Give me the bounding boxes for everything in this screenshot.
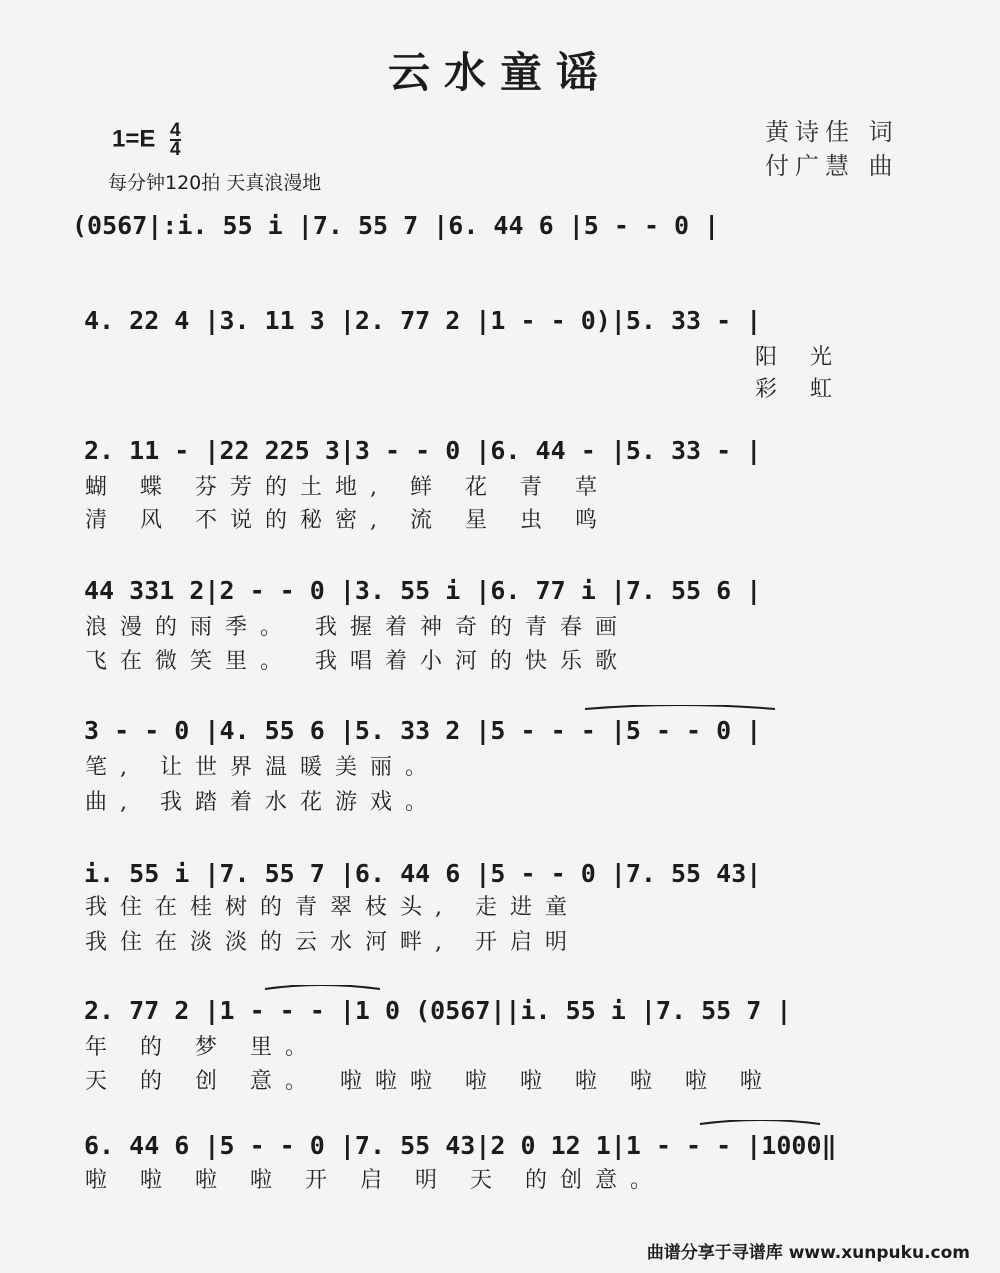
notation-svg [60, 565, 940, 615]
score-line-1 [60, 200, 940, 262]
tie-arc [265, 985, 380, 989]
lyric-verse-1: 啦 啦 啦 啦 开 启 明 天 的创意。 [85, 1168, 665, 1193]
notation-text: 3 - - 0 |4. 55 6 |5. 33 2 |5 - - - |5 - - 0 | [84, 716, 762, 745]
tempo-marking: 每分钟120拍 天真浪漫地 [108, 172, 322, 194]
notation-text: 6. 44 6 |5 - - 0 |7. 55 43|2 0 12 1|1 - - - |1000‖ [84, 1131, 837, 1160]
lyric-verse-2: 彩 虹 [755, 377, 845, 402]
time-sig-top: 4 [170, 120, 181, 141]
time-sig-bottom: 4 [170, 139, 181, 160]
notation-text: 44 331 2|2 - - 0 |3. 55 i |6. 77 i |7. 55 6 | [84, 576, 762, 605]
notation-text: 4. 22 4 |3. 11 3 |2. 77 2 |1 - - 0)|5. 33 - | [84, 306, 762, 335]
footer-credit: 曲谱分享于寻谱库 www.xunpuku.com [646, 1243, 970, 1263]
notation-svg [60, 200, 940, 250]
composer-credit: 付广慧 曲 [765, 152, 899, 180]
lyric-verse-2: 天 的 创 意。 啦啦啦 啦 啦 啦 啦 啦 啦 [85, 1069, 775, 1094]
lyric-verse-2: 曲, 我踏着水花游戏。 [85, 790, 440, 815]
notation-svg [60, 705, 940, 755]
lyric-verse-1: 阳 光 [755, 345, 845, 370]
key-signature [112, 122, 181, 158]
lyric-verse-1: 笔, 让世界温暖美丽。 [85, 755, 440, 780]
time-signature [170, 122, 181, 158]
lyric-verse-1: 蝴 蝶 芬芳的土地, 鲜 花 青 草 [85, 475, 610, 500]
lyric-verse-1: 年 的 梦 里。 [85, 1035, 320, 1060]
notation-text: 2. 77 2 |1 - - - |1 0 (0567||i. 55 i |7. 55 7 | [84, 996, 792, 1025]
lyric-verse-1: 浪漫的雨季。 我握着神奇的青春画 [85, 615, 630, 640]
song-title: 云水童谣 [387, 48, 612, 97]
notation-svg [60, 985, 940, 1035]
tie-arc [700, 1120, 820, 1124]
notation-text: (0567|:i. 55 i |7. 55 7 |6. 44 6 |5 - - 0 | [72, 211, 720, 240]
notation-svg [60, 425, 940, 475]
lyric-verse-2: 我住在淡淡的云水河畔, 开启明 [85, 930, 580, 955]
notation-svg [60, 295, 940, 345]
lyric-verse-1: 我住在桂树的青翠枝头, 走进童 [85, 895, 580, 920]
lyricist-credit: 黄诗佳 词 [765, 118, 899, 146]
notation-text: i. 55 i |7. 55 7 |6. 44 6 |5 - - 0 |7. 55 43| [84, 859, 762, 888]
lyric-verse-2: 飞在微笑里。 我唱着小河的快乐歌 [85, 649, 630, 674]
tie-arc [585, 705, 775, 709]
notation-text: 2. 11 - |22 225 3|3 - - 0 |6. 44 - |5. 33 - | [84, 436, 762, 465]
lyric-verse-2: 清 风 不说的秘密, 流 星 虫 鸣 [85, 508, 610, 533]
key-label: 1=E [112, 125, 156, 153]
